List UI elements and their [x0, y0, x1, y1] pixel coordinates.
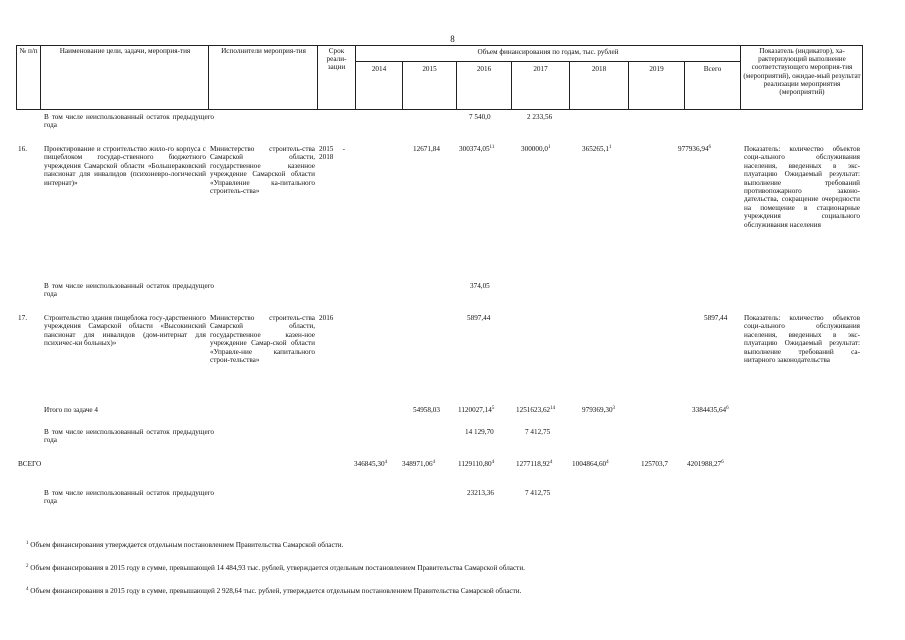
header-year-2018: 2018 — [591, 65, 607, 73]
task4-total: 3384435,64$^6$ — [692, 406, 729, 414]
item16-number: 16. — [18, 145, 27, 153]
item17-indicator: Показатель: количество объектов соци-ального обслуживания населения, введенных в экс-плуатацию Ожидаемый результат: выполнение требований са-нитарного законодательства — [744, 314, 860, 365]
item17-2016: 5897,44 — [467, 314, 491, 322]
header-col-divider — [740, 45, 741, 109]
header-col-divider — [40, 45, 41, 109]
item16-remainder-label: В том числе неиспользованный остаток предыдущего года — [44, 282, 214, 299]
task4-remainder-2016: 14 129,70 — [465, 428, 494, 436]
grand-total-total: 4201988,27$^6$ — [687, 460, 724, 468]
item16-term: 2015 - 2018 — [319, 145, 345, 162]
header-year-2017: 2017 — [533, 65, 548, 73]
task4-2015: 54958,03 — [413, 406, 440, 414]
header-right-border — [862, 45, 863, 109]
grand-total-remainder-label: В том числе неиспользованный остаток предыдущего года — [44, 489, 214, 506]
header-year-2019: 2019 — [649, 65, 664, 73]
item16-total: 977936,94$^6$ — [678, 145, 712, 153]
header-term: Срок реали-зации — [326, 47, 347, 72]
header-year-total: Всего — [703, 65, 722, 73]
header-years-divider — [355, 61, 740, 62]
header-bottom-border — [16, 109, 863, 110]
header-indicator: Показатель (индикатор), ха-рактеризующий выполнение соответствующего мероприя-тия (мероприятий), ожидае-мый результат реализации мероприятия (мероприятий) — [743, 47, 861, 97]
task4-remainder-label: В том числе неиспользованный остаток предыдущего года — [44, 428, 214, 445]
header-financing: Объем финансирования по годам, тыс. рублей — [477, 48, 619, 56]
item16-remainder-2016: 374,05 — [470, 282, 490, 290]
item16-2015: 12671,84 — [413, 145, 440, 153]
task4-remainder-2017: 7 412,75 — [525, 428, 551, 436]
item16-name: Проектирование и строительство жило-го корпуса с пищеблоком государ-ственного бюджетного учреждения Самарской области «Большераковский пансионат для инвалидов (психоневро-логический интернат)» — [44, 145, 206, 187]
header-top-border — [16, 45, 863, 46]
item17-total: 5897,44 — [704, 314, 728, 322]
task4-2016: 1120027,14$^5$ — [458, 406, 495, 414]
r1-2016: 7 540,0 — [469, 113, 491, 121]
item16-2018: 365265,1$^1$ — [582, 145, 612, 153]
header-executors: Исполнители мероприя-тия — [221, 47, 306, 55]
item16-indicator: Показатель: количество объектов соци-ального обслуживания населения, введенных в экс-плуатацию Ожидаемый результат: выполнение требований противопожарного законо-дательства, сокращение очередности на помещение в стационарные учреждения социального обслуживания населения — [744, 145, 860, 229]
item16-executor: Министерство строитель-ства Самарской области, государственное казенное учреждение Самарской области «Управление ка-питального строитель-ства» — [210, 145, 315, 196]
item17-name: Строительство здания пищеблока госу-дарственного учреждения Самарской области «Высокинский пансионат для инвалидов (дом-интернат для психичес-ки больных)» — [44, 314, 206, 348]
grand-total-remainder-2016: 23213,36 — [467, 489, 494, 497]
footnote: $^4$ Объем финансирования в 2015 году в сумме, превышающей 2 928,64 тыс. рублей, утверждается отдельным постановлением Правительства Самарской области. — [26, 587, 522, 595]
grand-total-remainder-2017: 7 412,75 — [525, 489, 551, 497]
header-year-2016: 2016 — [476, 65, 492, 73]
footnote: $^1$ Объем финансирования утверждается отдельным постановлением Правительства Самарской области. — [26, 541, 344, 549]
header-year-2015: 2015 — [422, 65, 437, 73]
task4-label: Итого по задаче 4 — [44, 406, 99, 414]
r1-2017: 2 233,56 — [527, 113, 553, 121]
grand-total-2018: 1004864,60$^4$ — [572, 460, 609, 468]
task4-2018: 979369,30$^3$ — [582, 406, 616, 414]
page-number: 8 — [450, 34, 455, 44]
grand-total-2014: 346845,30$^4$ — [354, 460, 388, 468]
grand-total-label: ВСЕГО — [18, 460, 42, 468]
item16-2017: 300000,0$^1$ — [521, 145, 551, 153]
item17-term: 2016 — [319, 314, 334, 322]
task4-2017: 1251623,62$^{14}$ — [516, 406, 556, 414]
grand-total-2016: 1129110,80$^4$ — [458, 460, 495, 468]
table-header — [16, 45, 863, 110]
item16-2016: 300374,05$^{11}$ — [459, 145, 495, 153]
grand-total-2015: 348971,06$^4$ — [402, 460, 436, 468]
header-year-2014: 2014 — [371, 65, 387, 73]
item17-number: 17. — [18, 314, 27, 322]
remainder-label: В том числе неиспользованный остаток предыдущего года — [44, 113, 214, 130]
header-name: Наименование цели, задачи, мероприя-тия — [59, 47, 191, 55]
footnote: $^2$ Объем финансирования в 2015 году в сумме, превышающей 14 484,93 тыс. рублей, утверждается отдельным постановлением Правительства Самарской области. — [26, 564, 525, 572]
grand-total-2017: 1277118,92$^4$ — [516, 460, 553, 468]
grand-total-2019: 125703,7 — [641, 460, 668, 468]
item17-executor: Министерство строитель-ства Самарской области, государственное казен-ное учреждение Самар-ской области «Управле-ние капитального строи-тельства» — [210, 314, 315, 365]
header-num: № п/п — [19, 47, 38, 55]
header-col-divider — [208, 45, 209, 109]
